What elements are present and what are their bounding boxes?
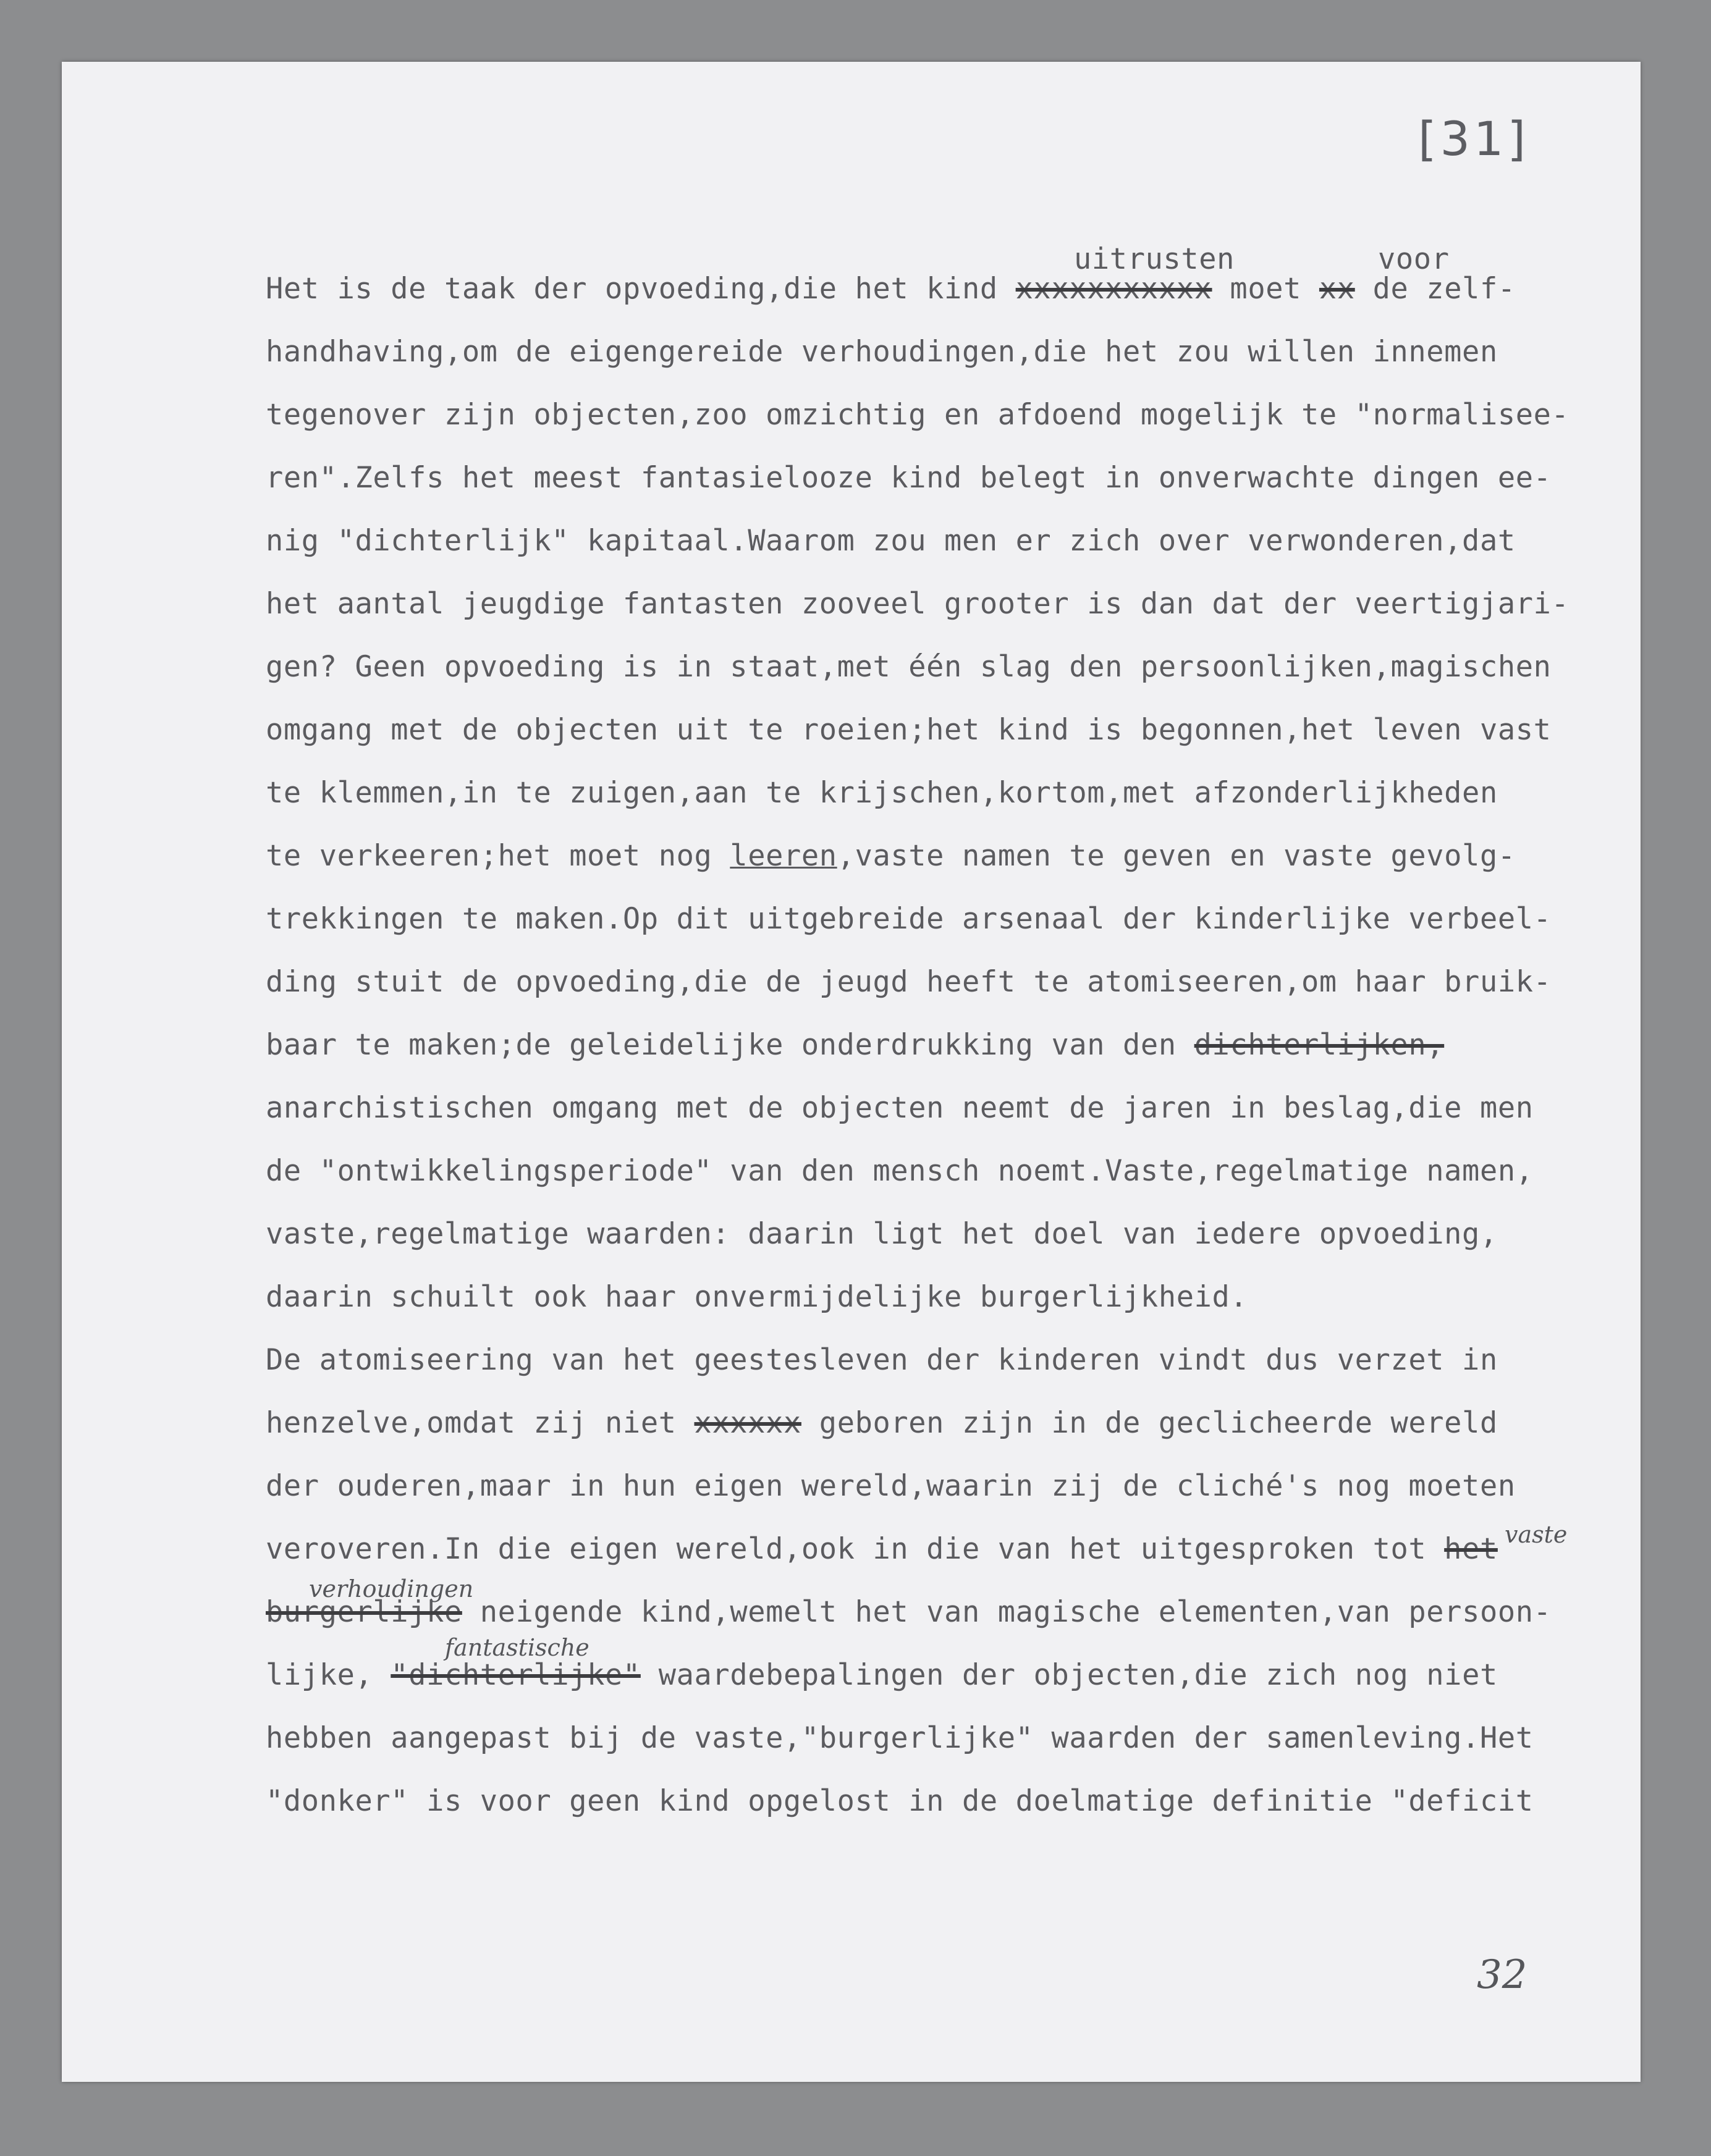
handwritten-insertion-vaste: vaste xyxy=(1505,1521,1568,1548)
insertion-voor: voor xyxy=(1378,242,1450,276)
text-run: lijke, xyxy=(266,1658,391,1692)
text-run: De atomiseering van het geestesleven der kinderen vindt dus verzet in xyxy=(266,1343,1498,1377)
text-run: te verkeeren;het moet nog xyxy=(266,839,730,873)
text-run: henzelve,omdat zij niet xyxy=(266,1406,695,1440)
text-line xyxy=(266,587,1569,621)
text-run: de zelf- xyxy=(1354,272,1516,306)
text-line xyxy=(266,776,1498,810)
text-run: trekkingen te maken.Op dit uitgebreide arsenaal der kinderlijke verbeel- xyxy=(266,902,1552,936)
text-run: daarin schuilt ook haar onvermijdelijke burgerlijkheid. xyxy=(266,1280,1248,1314)
text-run: baar te maken;de geleidelijke onderdrukking van den xyxy=(266,1028,1194,1062)
text-run: ren".Zelfs het meest fantasielooze kind belegt in onverwachte dingen ee- xyxy=(266,461,1552,495)
archive-page-reference: [31] xyxy=(1418,111,1530,166)
text-run: waardebepalingen der objecten,die zich nog niet xyxy=(640,1658,1498,1692)
text-run: ding stuit de opvoeding,die de jeugd heeft te atomiseeren,om haar bruik- xyxy=(266,965,1552,999)
underlined-text: leeren xyxy=(730,839,837,873)
text-line xyxy=(266,1784,1534,1818)
handwritten-insertion-verhoudingen: verhoudingen xyxy=(309,1575,474,1602)
text-line xyxy=(266,1658,1498,1692)
text-line xyxy=(266,1469,1516,1503)
text-line xyxy=(266,713,1552,747)
handwritten-insertion-fantastische: fantastische xyxy=(445,1634,589,1661)
text-run: ,vaste namen te geven en vaste gevolg- xyxy=(837,839,1516,873)
text-line xyxy=(266,524,1516,558)
text-run: de "ontwikkelingsperiode" van den mensch noemt.Vaste,regelmatige namen, xyxy=(266,1154,1534,1188)
text-line xyxy=(266,272,1516,306)
text-line xyxy=(266,1343,1498,1377)
text-line xyxy=(266,965,1552,999)
text-run: neigende kind,wemelt het van magische elementen,van persoon- xyxy=(462,1595,1552,1629)
struck-text: het xyxy=(1444,1532,1498,1566)
struck-text: burgerlijke xyxy=(266,1595,462,1629)
text-line xyxy=(266,1028,1444,1062)
text-run: handhaving,om de eigengereide verhoudingen,die het zou willen innemen xyxy=(266,335,1498,369)
text-line xyxy=(266,1532,1498,1566)
struck-text: xx xyxy=(1319,272,1355,306)
struck-text: "dichterlijke" xyxy=(391,1658,641,1692)
struck-text: dichterlijken, xyxy=(1194,1028,1445,1062)
text-line xyxy=(266,1406,1498,1440)
text-run: vaste,regelmatige waarden: daarin ligt het doel van iedere opvoeding, xyxy=(266,1217,1498,1251)
text-line xyxy=(266,398,1569,432)
text-run: tegenover zijn objecten,zoo omzichtig en afdoend mogelijk te "normalisee- xyxy=(266,398,1569,432)
text-run: "donker" is voor geen kind opgelost in de doelmatige definitie "deficit xyxy=(266,1784,1534,1818)
text-line xyxy=(266,1721,1534,1755)
text-run: moet xyxy=(1212,272,1319,306)
text-line xyxy=(266,650,1552,684)
text-run: der ouderen,maar in hun eigen wereld,waarin zij de cliché's nog moeten xyxy=(266,1469,1516,1503)
text-run: gen? Geen opvoeding is in staat,met één slag den persoonlijken,magischen xyxy=(266,650,1552,684)
text-run: Het is de taak der opvoeding,die het kind xyxy=(266,272,1016,306)
text-line xyxy=(266,1595,1552,1629)
text-run: nig "dichterlijk" kapitaal.Waarom zou men er zich over verwonderen,dat xyxy=(266,524,1516,558)
handwritten-page-number: 32 xyxy=(1477,1952,1527,1998)
struck-text: xxxxxxxxxxx xyxy=(1015,272,1212,306)
text-line xyxy=(266,902,1552,936)
struck-text: xxxxxx xyxy=(694,1406,801,1440)
text-run: veroveren.In die eigen wereld,ook in die van het uitgesproken tot xyxy=(266,1532,1445,1566)
text-run: anarchistischen omgang met de objecten neemt de jaren in beslag,die men xyxy=(266,1091,1534,1125)
text-line xyxy=(266,335,1498,369)
text-run: geboren zijn in de geclicheerde wereld xyxy=(801,1406,1498,1440)
text-run: omgang met de objecten uit te roeien;het kind is begonnen,het leven vast xyxy=(266,713,1552,747)
insertion-uitrusten: uitrusten xyxy=(1074,242,1235,276)
text-line xyxy=(266,839,1516,873)
text-run: het aantal jeugdige fantasten zooveel grooter is dan dat der veertigjari- xyxy=(266,587,1569,621)
text-run: hebben aangepast bij de vaste,"burgerlijke" waarden der samenleving.Het xyxy=(266,1721,1534,1755)
text-line xyxy=(266,1091,1534,1125)
text-line xyxy=(266,1280,1248,1314)
text-line xyxy=(266,1217,1498,1251)
text-line xyxy=(266,1154,1534,1188)
typescript-page xyxy=(62,62,1641,2082)
text-run: te klemmen,in te zuigen,aan te krijschen,kortom,met afzonderlijkheden xyxy=(266,776,1498,810)
text-line xyxy=(266,461,1552,495)
